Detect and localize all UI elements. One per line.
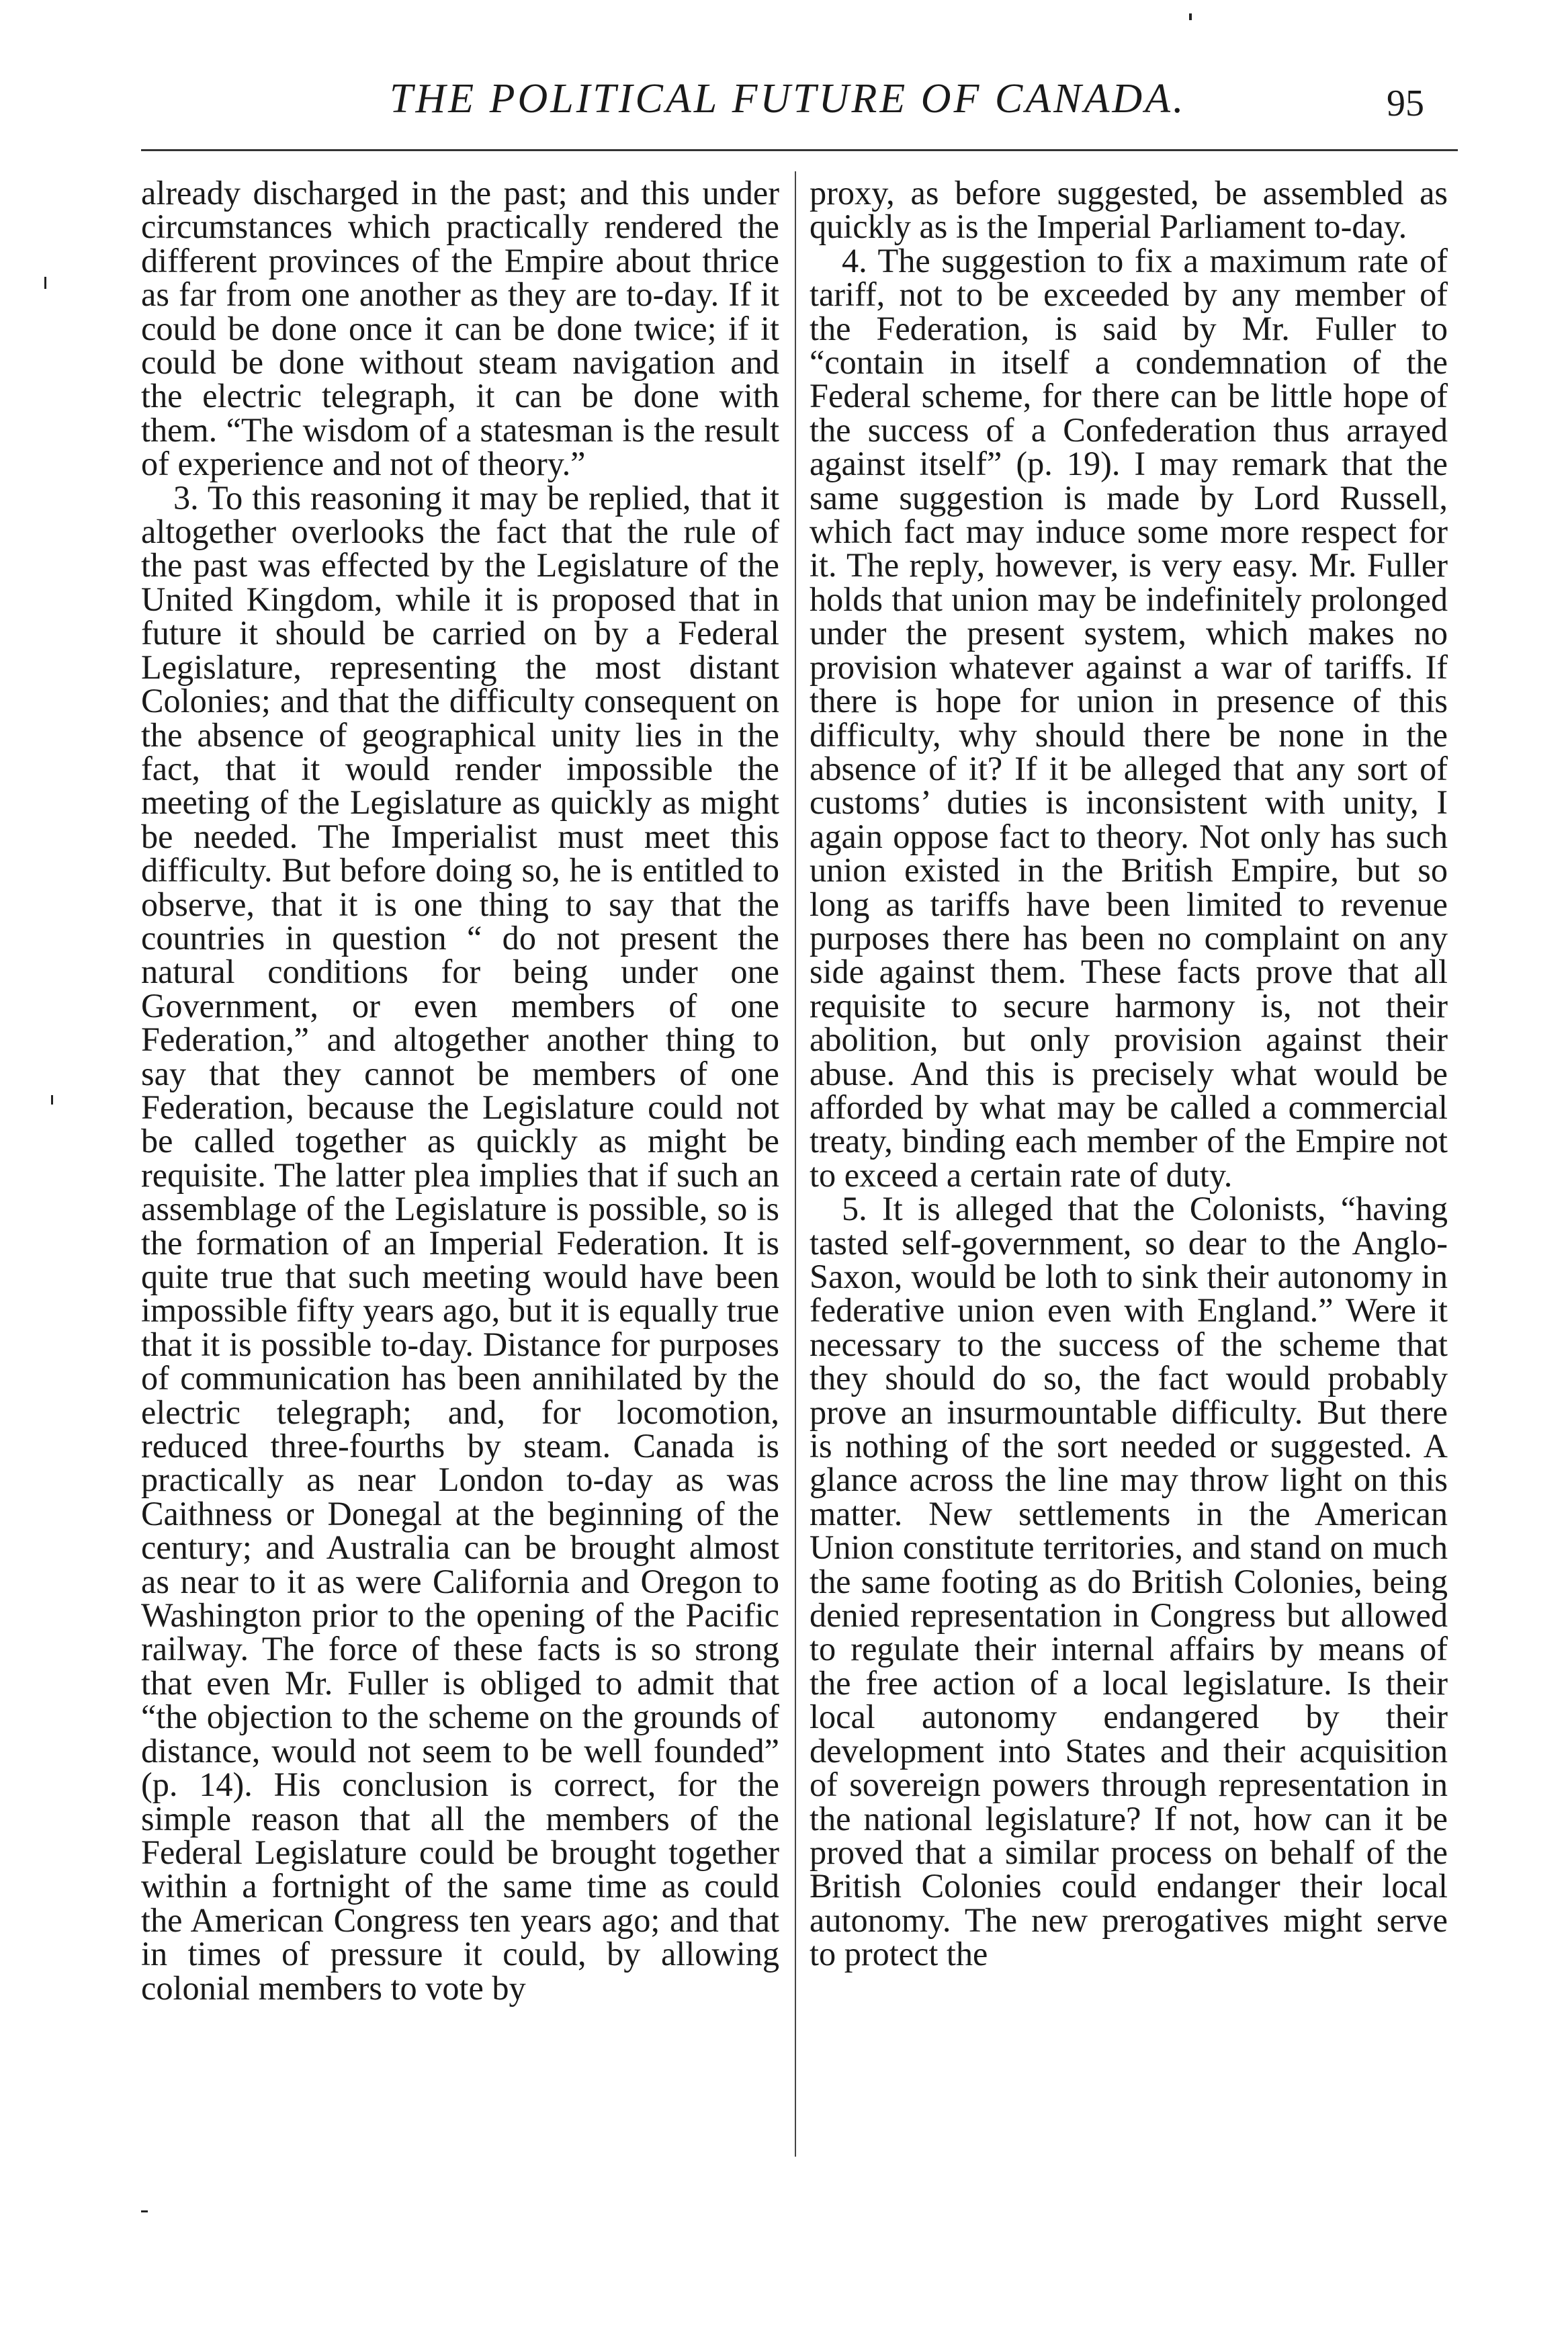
running-head — [141, 75, 1451, 149]
left-paragraph-continued: already discharged in the past; and this under circumstances which practically rendered the different provinces of the Empire about thrice as far from one another as they are to-day. If it could be done once it can be done twice; if it could be done without steam navigation and the electric telegraph, it can be done with them. “The wisdom of a statesman is the result of experience and not of theory.” — [141, 174, 779, 483]
header-rule — [141, 149, 1458, 151]
running-title: THE POLITICAL FUTURE OF CANADA. — [390, 76, 1186, 122]
margin-speck-bottom — [141, 2210, 148, 2212]
margin-speck-left-lower — [51, 1095, 53, 1105]
left-column — [141, 176, 779, 2005]
margin-speck-left-upper — [44, 277, 46, 289]
right-column — [810, 176, 1448, 1971]
left-paragraph-3: 3. To this reasoning it may be replied, that it altogether overlooks the fact that the rule of the past was effected by the Legislature of the United Kingdom, while it is proposed that in future it should be carried on by a Federal Legislature, representing the most distant Colonies; and that the difficulty consequent on the absence of geographical unity lies in the fact, that it would render impossible the meeting of the Legislature as quickly as might be needed. The Imperialist must meet this difficulty. But before doing so, he is entitled to observe, that it is one thing to say that the countries in question “ do not present the natural conditions for being under one Government, or even members of one Federation,” and altogether another thing to say that they cannot be members of one Federation, because the Legislature could not be called together as quickly as might be requisite. The latter plea implies that if such an assemblage of the Legislature is possible, so is the formation of an Imperial Federation. It is quite true that such meeting would have been impossible fifty years ago, but it is equally true that it is possible to-day. Distance for purposes of communication has been annihilated by the electric telegraph; and, for locomotion, reduced three-fourths by steam. Canada is practically as near London to-day as was Caithness or Donegal at the beginning of the century; and Australia can be brought almost as near to it as were California and Oregon to Washington prior to the opening of the Pacific railway. The force of these facts is so strong that even Mr. Fuller is obliged to admit that “the objection to the scheme on the grounds of distance, would not seem to be well founded” (p. 14). His conclusion is correct, for the simple reason that all the members of the Federal Legislature could be brought together within a fortnight of the same time as could the American Congress ten years ago; and that in times of pressure it could, by allowing colonial members to vote by — [141, 478, 779, 2007]
page-number: 95 — [1387, 83, 1424, 124]
right-paragraph-5: 5. It is alleged that the Colonists, “having tasted self-government, so dear to the Anglo-Saxon, would be loth to sink their autonomy in federative union even with England.” Were it necessary to the success of the scheme that they should do so, the fact would probably prove an insurmountable difficulty. But there is nothing of the sort needed or suggested. A glance across the line may throw light on this matter. New settlements in the American Union constitute territories, and stand on much the same footing as do British Colonies, being denied representation in Congress but allowed to regulate their internal affairs by means of the free action of a local legislature. Is their local autonomy endangered by their development into States and their acquisition of sovereign powers through representation in the national legislature? If not, how can it be proved that a similar process on behalf of the British Colonies could endanger their local autonomy. The new prerogatives might serve to protect the — [810, 1190, 1448, 1973]
margin-speck-top — [1189, 13, 1192, 20]
column-divider — [795, 171, 796, 2157]
right-paragraph-4: 4. The suggestion to fix a maximum rate of tariff, not to be exceeded by any member of the Federation, is said by Mr. Fuller to “contain in itself a condemnation of the Federal scheme, for there can be little hope of the success of a Confederation thus arrayed against itself” (p. 19). I may remark that the same suggestion is made by Lord Russell, which fact may induce some more respect for it. The reply, however, is very easy. Mr. Fuller holds that union may be indefinitely prolonged under the present system, which makes no provision whatever against a war of tariffs. If there is hope for union in presence of this difficulty, why should there be none in the absence of it? If it be alleged that any sort of customs’ duties is inconsistent with unity, I again oppose fact to theory. Not only has such union existed in the British Empire, but so long as tariffs have been limited to revenue purposes there has been no complaint on any side against them. These facts prove that all requisite to secure harmony is, not their abolition, but only provision against their abuse. And this is precisely what would be afforded by what may be called a commercial treaty, binding each member of the Empire not to exceed a certain rate of duty. — [810, 241, 1448, 1194]
right-paragraph-continued: proxy, as before suggested, be assembled as quickly as is the Imperial Parliament to-day. — [810, 174, 1448, 246]
